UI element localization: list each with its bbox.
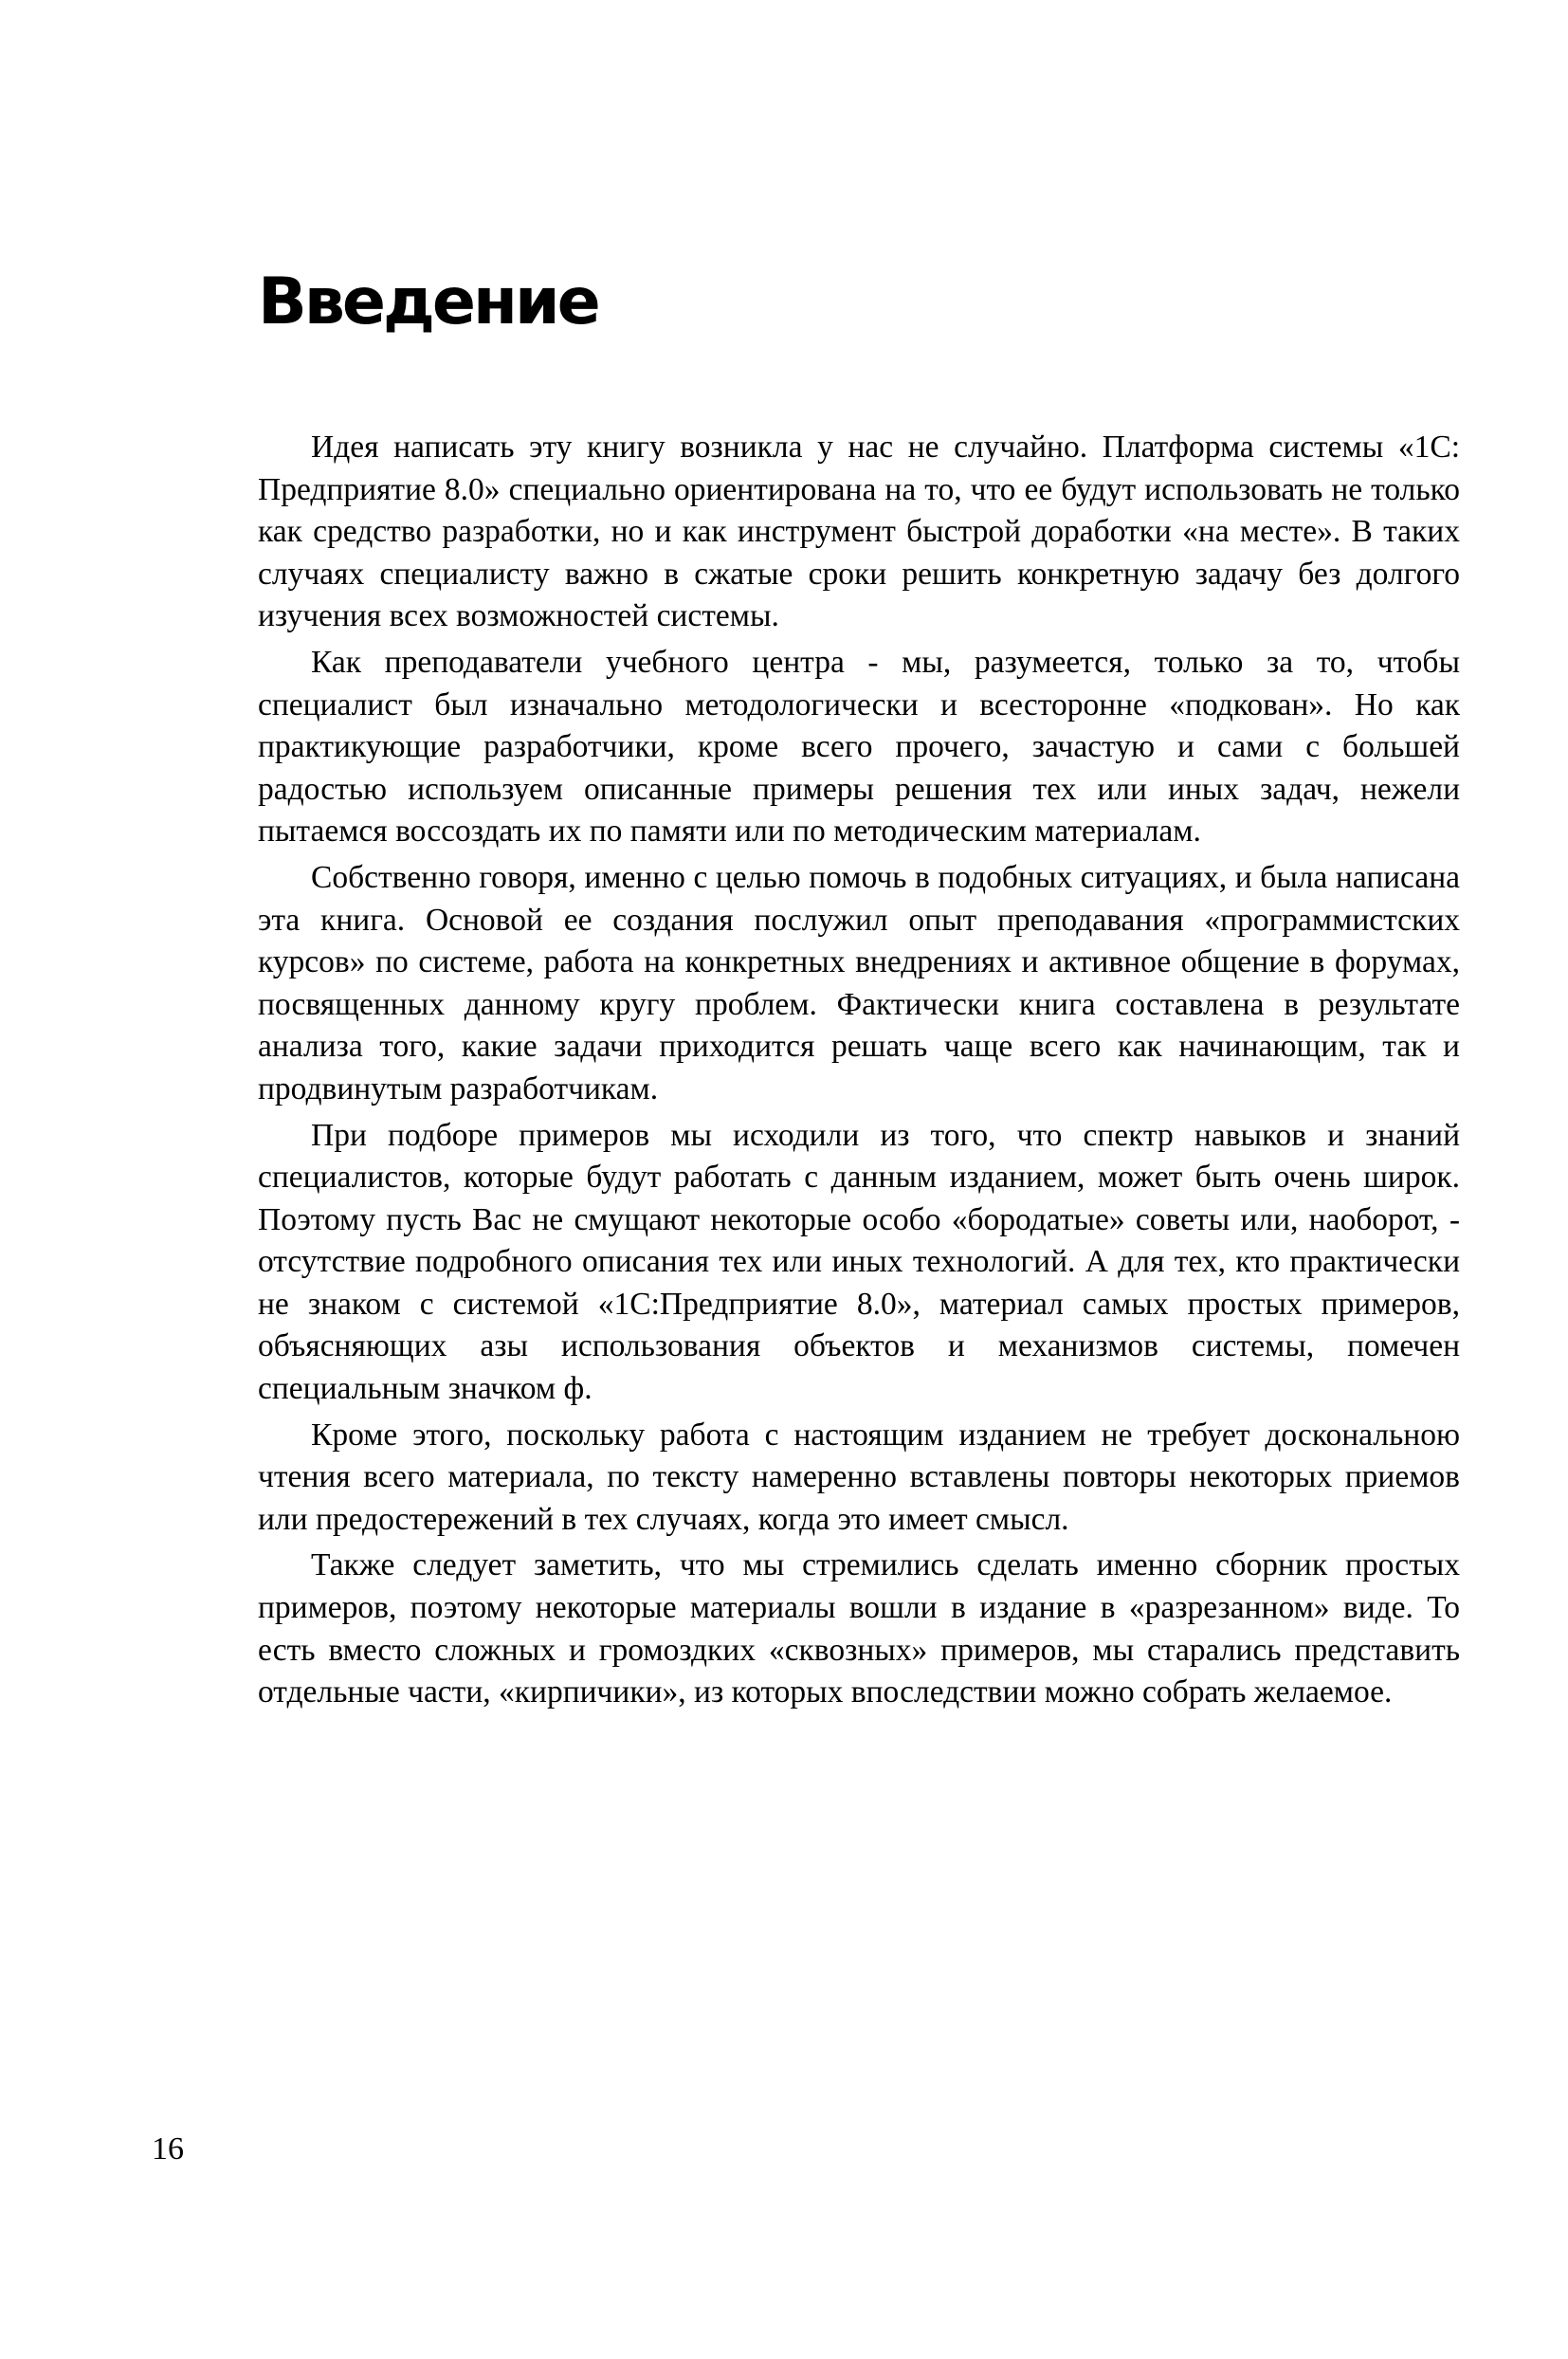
paragraph: Кроме этого, поскольку работа с настоящим изданием не требует доскональною чтения всего материала, по тексту намеренно вставлены повторы некоторых приемов или предостережений в тех случаях, когда это имеет смысл. xyxy=(258,1417,1460,1537)
paragraph: Идея написать эту книгу возникла у нас не случайно. Платформа системы «1С: Предприятие 8.0» специально ориентирована на то, что ее будут использовать не только как средство разработки, но и как инструмент быстрой доработки «на месте». В таких случаях специалисту важно в сжатые сроки решить конкретную задачу без долгого изучения всех возможностей системы. xyxy=(258,430,1460,634)
chapter-title: Введение xyxy=(258,265,598,339)
body-text xyxy=(258,427,1460,1718)
paragraph: Как преподаватели учебного центра - мы, разумеется, только за то, чтобы специалист был изначально методологически и всесторонне «подкован». Но как практикующие разработчики, кроме всего прочего, зачастую и сами с большей радостью используем описанные примеры решения тех или иных задач, нежели пытаемся воссоздать их по памяти или по методическим материалам. xyxy=(258,644,1460,850)
paragraph: При подборе примеров мы исходили из того, что спектр навыков и знаний специалистов, которые будут работать с данным изданием, может быть очень широк. Поэтому пусть Вас не смущают некоторые особо «бородатые» советы или, наоборот, - отсутствие подробного описания тех или иных технологий. А для тех, кто практически не знаком с системой «1С:Предприятие 8.0», материал самых простых примеров, объясняющих азы использования объектов и механизмов системы, помечен специальным значком ф. xyxy=(258,1117,1460,1407)
page-number: 16 xyxy=(152,2131,184,2167)
paragraph: Также следует заметить, что мы стремились сделать именно сборник простых примеров, поэтому некоторые материалы вошли в издание в «разрезанном» виде. То есть вместо сложных и громоздких «сквозных» примеров, мы старались представить отдельные части, «кирпичики», из которых впоследствии можно собрать желаемое. xyxy=(258,1547,1460,1710)
paragraph: Собственно говоря, именно с целью помочь в подобных ситуациях, и была написана эта книга. Основой ее создания послужил опыт преподавания «программистских курсов» по системе, работа на конкретных внедрениях и активное общение в форумах, посвященных данному кругу проблем. Фактически книга составлена в результате анализа того, какие задачи приходится решать чаще всего как начинающим, так и продвинутым разработчикам. xyxy=(258,859,1460,1106)
